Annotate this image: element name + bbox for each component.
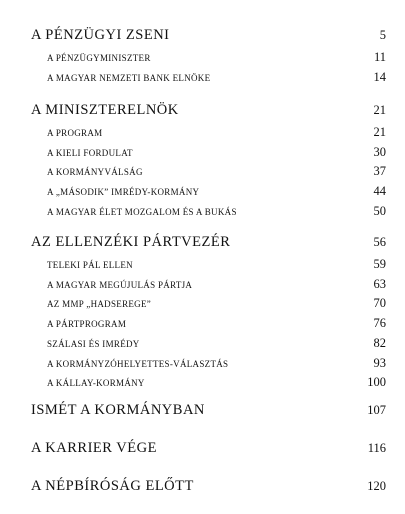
toc-subchapter[interactable]	[31, 373, 386, 393]
toc-chapter[interactable]	[31, 439, 386, 457]
toc-subchapter-title: A MAGYAR NEMZETI BANK ELNÖKE	[47, 72, 211, 83]
toc-subchapter[interactable]	[31, 294, 386, 314]
toc-page-number: 37	[373, 164, 386, 179]
toc-subchapter-title: A KORMÁNYVÁLSÁG	[47, 167, 143, 178]
toc-subchapter-title: A „MÁSODIK” IMRÉDY-KORMÁNY	[47, 187, 200, 198]
toc-page-number: 21	[373, 103, 386, 117]
toc-subchapter[interactable]	[31, 162, 386, 182]
toc-subchapter-title: A MAGYAR MEGÚJULÁS PÁRTJA	[47, 279, 193, 290]
toc-chapter[interactable]	[31, 233, 386, 251]
toc-page-number: 44	[373, 184, 386, 199]
toc-page-number: 116	[367, 441, 386, 455]
toc-page-number: 70	[373, 296, 386, 311]
toc-section-a-nepbirosag-elott	[31, 477, 386, 495]
toc-section-a-karrier-vege	[31, 439, 386, 457]
toc-subchapter[interactable]	[31, 354, 386, 374]
toc-page-number: 93	[373, 355, 386, 370]
toc-subchapter-title: A PÉNZÜGYMINISZTER	[47, 53, 151, 63]
toc-page-number: 107	[367, 403, 386, 417]
toc-subchapter[interactable]	[31, 48, 386, 68]
toc-subchapter[interactable]	[31, 143, 386, 163]
toc-chapter[interactable]	[31, 101, 386, 119]
toc-page-number: 30	[373, 144, 386, 159]
toc-page-number: 5	[379, 28, 386, 42]
toc-chapter-title: A PÉNZÜGYI ZSENI	[31, 27, 170, 43]
toc-chapter-title: A MINISZTERELNÖK	[31, 102, 179, 118]
toc-subchapter-title: A MAGYAR ÉLET MOZGALOM ÉS A BUKÁS	[47, 206, 237, 217]
toc-subchapter[interactable]	[31, 275, 386, 295]
toc-subchapter-title: A PROGRAM	[47, 128, 103, 138]
toc-subchapter[interactable]	[31, 123, 386, 143]
toc-subchapter[interactable]	[31, 68, 386, 88]
toc-section-ellenzeki-partvezer	[31, 233, 386, 393]
toc-page-number: 56	[373, 235, 386, 249]
toc-page-number: 76	[373, 316, 386, 331]
toc-chapter-title: A KARRIER VÉGE	[31, 440, 157, 456]
toc-subchapter-title: A KÁLLAY-KORMÁNY	[47, 378, 145, 389]
toc-section-penzugyi-zseni	[31, 26, 386, 87]
toc-chapter-title: ISMÉT A KORMÁNYBAN	[31, 402, 205, 418]
toc-chapter[interactable]	[31, 401, 386, 419]
toc-subchapter-title: SZÁLASI ÉS IMRÉDY	[47, 338, 140, 349]
toc-chapter[interactable]	[31, 477, 386, 495]
toc-page-number: 63	[373, 276, 386, 291]
toc-subchapter[interactable]	[31, 314, 386, 334]
toc-subchapter[interactable]	[31, 202, 386, 222]
toc-page-number: 11	[373, 50, 386, 64]
toc-page-number: 100	[367, 375, 386, 390]
toc-subchapter[interactable]	[31, 255, 386, 275]
toc-section-miniszterelnok	[31, 101, 386, 222]
toc-subchapter-title: A KIELI FORDULAT	[47, 147, 133, 158]
toc-chapter-title: AZ ELLENZÉKI PÁRTVEZÉR	[31, 234, 231, 250]
toc-subchapter-title: TELEKI PÁL ELLEN	[47, 260, 133, 270]
toc-page-number: 50	[373, 203, 386, 218]
toc-chapter[interactable]	[31, 26, 386, 44]
toc-page-number: 14	[373, 69, 386, 84]
toc-page-number: 21	[373, 125, 386, 139]
toc-subchapter-title: AZ MMP „HADSEREGE”	[47, 299, 152, 310]
toc-chapter-title: A NÉPBÍRÓSÁG ELŐTT	[31, 478, 194, 494]
toc-page-number: 82	[373, 335, 386, 350]
toc-section-ismet-a-kormanyban	[31, 401, 386, 419]
toc-page-number: 120	[367, 479, 386, 493]
toc-subchapter[interactable]	[31, 182, 386, 202]
toc-subchapter-title: A PÁRTPROGRAM	[47, 319, 127, 330]
toc-subchapter[interactable]	[31, 334, 386, 354]
toc-subchapter-title: A KORMÁNYZÓHELYETTES-VÁLASZTÁS	[47, 358, 229, 369]
toc-page-number: 59	[373, 257, 386, 271]
